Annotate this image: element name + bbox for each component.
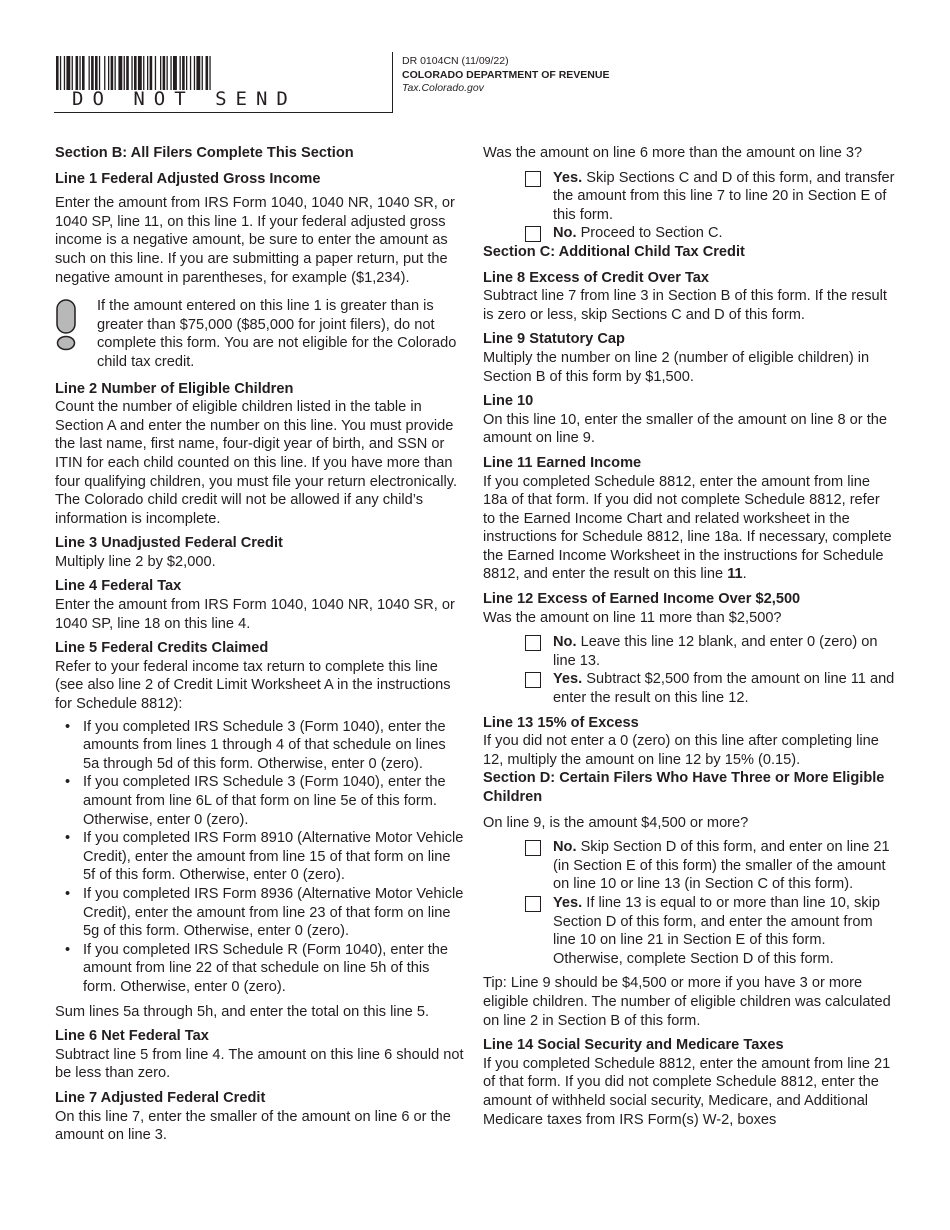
line2-text: Count the number of eligible children listed in the table in Section A and enter the number on this line. You must provide the last name, first name, four-digit year of birth, and SSN or ITIN for each child counted on this line. If you have more than four qualifying children, you must file your return electronically. The Colorado child credit will not be allowed if any child’s information is incomplete.	[55, 399, 458, 527]
list-item: • If you completed IRS Form 8910 (Alternative Motor Vehicle Credit), enter the amount from line 15 of that form on line 5f of this form. Otherwise, enter 0 (zero).	[83, 829, 465, 885]
line12-no-option	[483, 633, 895, 670]
line13-title: Line 13 15% of Excess	[483, 714, 639, 731]
line6-text: Subtract line 5 from line 4. The amount on this line 6 should not be less than zero.	[55, 1046, 464, 1082]
tip-text: Tip: Line 9 should be $4,500 or more if you have 3 or more eligible children. The number of eligible children was calculated on line 2 in Section B of this form.	[483, 975, 891, 1029]
section-d-yes-label: Yes.	[553, 894, 583, 911]
line4-title: Line 4 Federal Tax	[55, 578, 182, 595]
do-not-send-label: DO NOT SEND	[72, 88, 297, 110]
line12-yes-label: Yes.	[553, 671, 583, 688]
q6-yes-label: Yes.	[553, 169, 583, 186]
line12-no-text: Leave this line 12 blank, and enter 0 (zero) on line 13.	[553, 634, 878, 669]
left-column	[55, 144, 465, 1145]
q6-no-text: Proceed to Section C.	[580, 225, 723, 242]
line2-title: Line 2 Number of Eligible Children	[55, 380, 294, 397]
line13-text: If you did not enter a 0 (zero) on this line after completing line 12, multiply the amount on line 12 by 15% (0.15).	[483, 733, 879, 768]
section-d-no-label: No.	[553, 839, 577, 856]
line6-title: Line 6 Net Federal Tax	[55, 1028, 209, 1045]
section-d-no-text: Skip Section D of this form, and enter on line 21 (in Section E of this form) the smaller of the amount on line 10 or line 13 (in Section C of this form).	[553, 839, 890, 893]
website: Tax.Colorado.gov	[402, 82, 484, 94]
section-d-yes-option	[483, 894, 895, 968]
barcode-block	[54, 52, 393, 113]
line8-text: Subtract line 7 from line 3 in Section B of this form. If the result is zero or less, skip Sections C and D of this form.	[483, 288, 887, 323]
line11-body: If you completed Schedule 8812, enter the amount from line 18a of that form. If you did not complete Schedule 8812, refer to the Earned Income Chart and related worksheet in the instructions for Schedule 8812, line 18a. If necessary, complete the Earned Income Worksheet in the instructions for Schedule 8812, and enter the result on this line	[483, 473, 892, 583]
section-d-no-checkbox[interactable]	[525, 840, 541, 856]
section-b-title: Section B: All Filers Complete This Section	[55, 145, 354, 161]
line9-question: On line 9, is the amount $4,500 or more?	[483, 814, 749, 831]
right-column	[483, 144, 895, 1129]
q6-no-label: No.	[553, 225, 577, 242]
line1-note-text: If the amount entered on this line 1 is greater than is greater than $75,000 ($85,000 for joint filers), do not complete this form. You are not eligible for the Colorado child tax credit.	[97, 298, 457, 370]
section-d-yes-checkbox[interactable]	[525, 896, 541, 912]
list-item: • If you completed IRS Form 8936 (Alternative Motor Vehicle Credit), enter the amount from line 23 of that form on line 5g of this form. Otherwise, enter 0 (zero).	[83, 885, 465, 941]
line12-yes-text: Subtract $2,500 from the amount on line 11 and enter the result on this line 12.	[553, 671, 895, 707]
line3-title: Line 3 Unadjusted Federal Credit	[55, 535, 283, 552]
line7-text: On this line 7, enter the smaller of the amount on line 6 or the amount on line 3.	[55, 1108, 451, 1144]
line1-title: Line 1 Federal Adjusted Gross Income	[55, 170, 321, 187]
line11-title: Line 11 Earned Income	[483, 454, 642, 471]
section-d-title: Section D: Certain Filers Who Have Three or More Eligible Children	[483, 770, 885, 805]
section-d-no-option	[483, 838, 895, 894]
line5-sum: Sum lines 5a through 5h, and enter the total on this line 5.	[55, 1003, 430, 1020]
line5-bullet-list	[55, 718, 465, 997]
section-d-yes-text: If line 13 is equal to or more than line 10, skip Section D of this form, and enter the amount from line 10 on line 21 in Section E of this form. Otherwise, complete Section D of this form.	[553, 894, 880, 967]
page-header	[0, 0, 950, 120]
line12-yes-checkbox[interactable]	[525, 672, 541, 688]
line11-text: If you completed Schedule 8812, enter the amount from line 18a of that form. If you did not complete Schedule 8812, refer to the Earned Income Chart and related worksheet in the instructions for Schedule 8812, line 18a. If necessary, complete the Earned Income Worksheet in the instructions for Schedule 8812, and enter the result on this line 11.	[483, 473, 892, 583]
line12-no-checkbox[interactable]	[525, 635, 541, 651]
line12-question: Was the amount on line 11 more than $2,500?	[483, 609, 782, 626]
line12-title: Line 12 Excess of Earned Income Over $2,500	[483, 591, 801, 608]
line5-title: Line 5 Federal Credits Claimed	[55, 640, 269, 657]
q6-no-checkbox[interactable]	[525, 226, 541, 242]
line11-bold-end: 11	[727, 566, 743, 583]
q6-yes-option	[483, 169, 895, 225]
line3-text: Multiply line 2 by $2,000.	[55, 553, 216, 570]
q6-no-option	[483, 224, 895, 243]
barcode	[56, 56, 278, 90]
list-item: • If you completed IRS Schedule 3 (Form 1040), enter the amounts from lines 1 through 4 of that schedule on lines 5a through 5d of this form. Otherwise, enter 0 (zero).	[83, 718, 465, 774]
line9-title: Line 9 Statutory Cap	[483, 331, 625, 348]
list-item: • If you completed IRS Schedule R (Form 1040), enter the amount from line 22 of that schedule on line 5h of this form. Otherwise, enter 0 (zero).	[83, 941, 465, 997]
line12-no-label: No.	[553, 634, 577, 651]
exclamation-icon	[55, 299, 77, 351]
line10-text: On this line 10, enter the smaller of the amount on line 8 or the amount on line 9.	[483, 411, 887, 447]
form-id: DR 0104CN (11/09/22)	[402, 55, 509, 67]
q6-yes-checkbox[interactable]	[525, 171, 541, 187]
line5-intro: Refer to your federal income tax return to complete this line (see also line 2 of Credit Limit Worksheet A in the instructions for Schedule 8812):	[55, 658, 451, 713]
line14-title: Line 14 Social Security and Medicare Taxes	[483, 1037, 784, 1054]
list-item: • If you completed IRS Schedule 3 (Form 1040), enter the amount from line 6L of that form on line 5e of this form. Otherwise, enter 0 (zero).	[83, 773, 465, 829]
line1-text: Enter the amount from IRS Form 1040, 1040 NR, 1040 SR, or 1040 SP, line 11, on this line 1. If your federal adjusted gross income is a negative amount, be sure to enter the amount as such on this line. If you are submitting a paper return, put the negative amount in parentheses, for example ($1,234).	[55, 195, 455, 286]
line7-title: Line 7 Adjusted Federal Credit	[55, 1089, 266, 1106]
line10-title: Line 10	[483, 393, 534, 410]
line12-yes-option	[483, 670, 895, 707]
line8-title: Line 8 Excess of Credit Over Tax	[483, 269, 710, 286]
line9-text: Multiply the number on line 2 (number of eligible children) in Section B of this form by $1,500.	[483, 349, 870, 385]
q6-yes-text: Skip Sections C and D of this form, and transfer the amount from this line 7 to line 20 in Section E of this form.	[553, 169, 895, 223]
section-c-title: Section C: Additional Child Tax Credit	[483, 243, 745, 260]
line14-text: If you completed Schedule 8812, enter the amount from line 21 of that form. If you did not complete Schedule 8812, enter the amount of withheld social security, Medicare, and Additional Medicare taxes from IRS Form(s) W-2, boxes	[483, 1055, 891, 1128]
form-identification	[402, 55, 609, 96]
line1-note	[55, 297, 465, 371]
department-name: COLORADO DEPARTMENT OF REVENUE	[402, 68, 610, 81]
line6-question: Was the amount on line 6 more than the amount on line 3?	[483, 145, 863, 161]
line4-text: Enter the amount from IRS Form 1040, 1040 NR, 1040 SR, or 1040 SP, line 18 on this line 4.	[55, 597, 455, 632]
